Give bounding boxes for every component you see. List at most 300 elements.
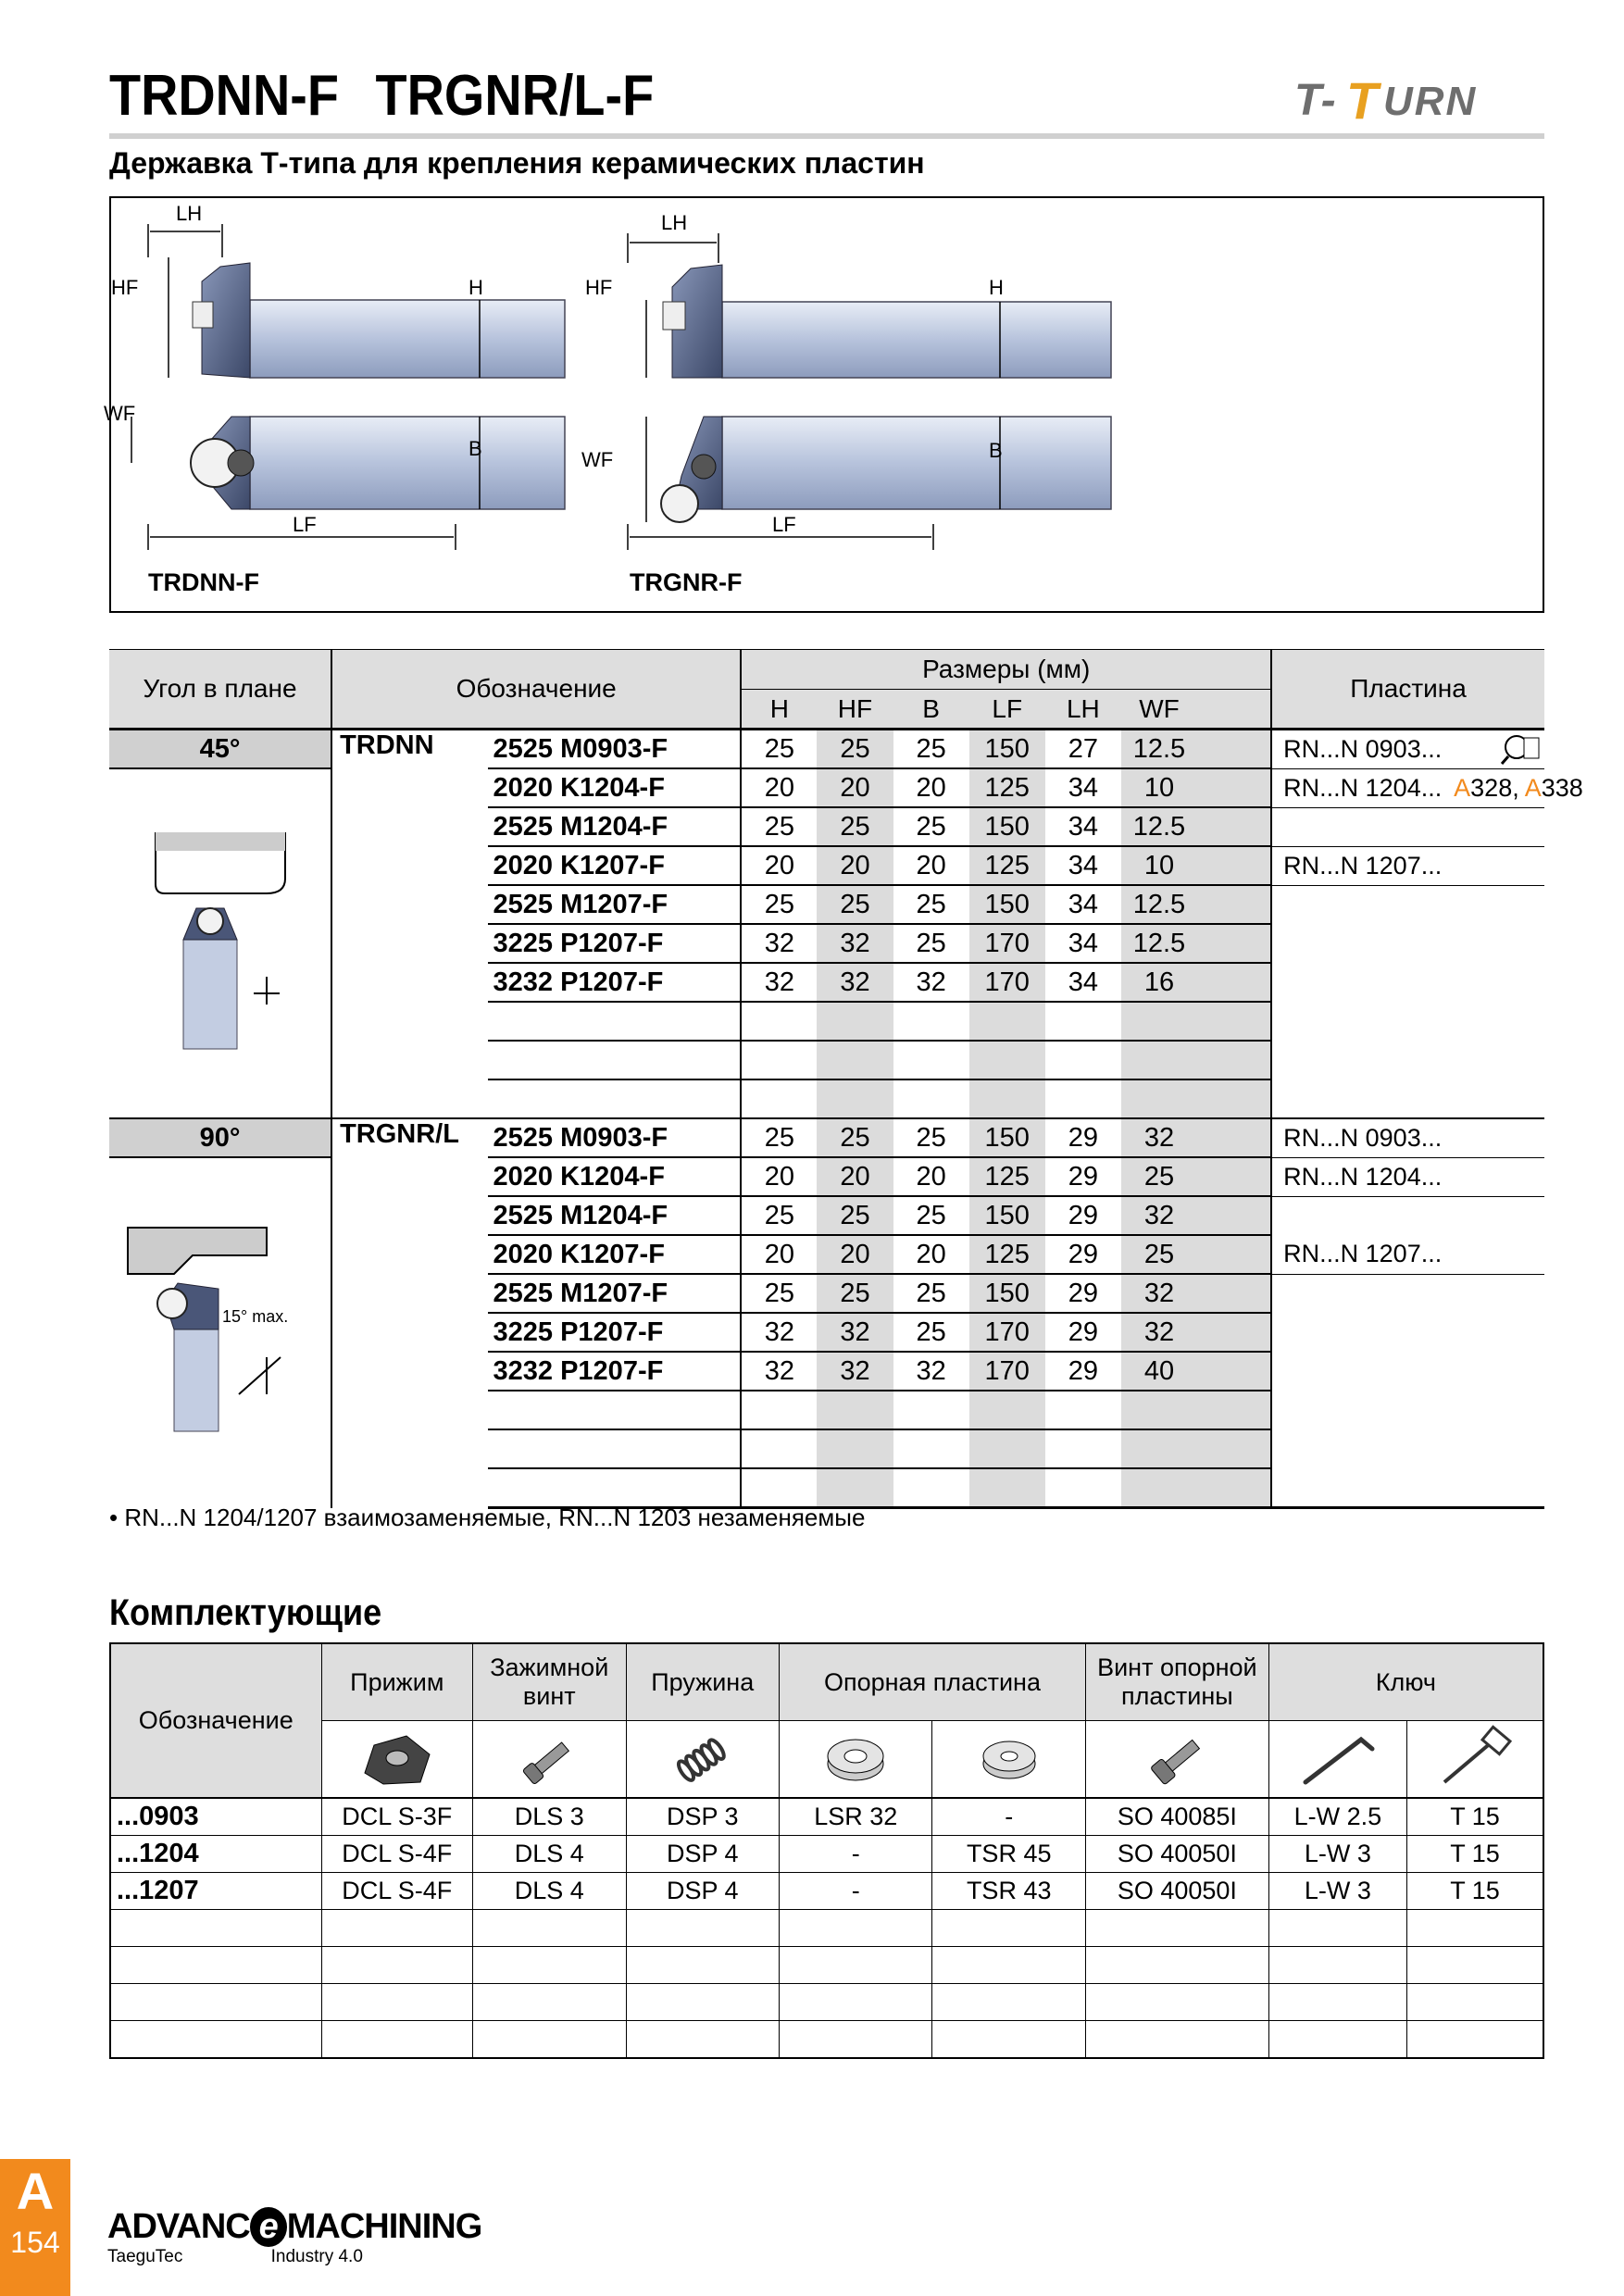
dim-cell (741, 1429, 817, 1468)
dim-cell: 12.5 (1121, 885, 1197, 924)
dim-cell (817, 1391, 893, 1429)
dim-spacer-cell (1197, 1429, 1271, 1468)
dim-cell: 25 (817, 807, 893, 846)
dim-cell: 32 (1121, 1118, 1197, 1157)
insert-label: RN...N 1204... (1283, 773, 1443, 802)
component-cell (932, 1910, 1086, 1947)
header-dimensions: Размеры (мм) (741, 650, 1271, 690)
component-designation (110, 1910, 321, 1947)
dim-spacer-cell (1197, 1352, 1271, 1391)
component-designation: ...1207 (110, 1873, 321, 1910)
dim-cell: 20 (817, 846, 893, 885)
trgnr-caption: TRGNR-F (630, 568, 743, 596)
table-row (109, 730, 1544, 769)
dim-cell: 25 (741, 885, 817, 924)
dim-spacer-cell (1197, 730, 1271, 769)
dim-cell: 20 (893, 768, 969, 807)
component-cell: TSR 45 (932, 1836, 1086, 1873)
code-cell (488, 1391, 742, 1429)
turning-45-diagram-cell (109, 768, 331, 1118)
dim-cell (817, 1041, 893, 1079)
spring-icon (666, 1727, 740, 1791)
dim-cell: 25 (893, 730, 969, 769)
insert-label: RN...N 0903... (1283, 1123, 1443, 1152)
component-cell (321, 1910, 472, 1947)
component-cell: L-W 2.5 (1268, 1798, 1406, 1836)
dim-cell (893, 1429, 969, 1468)
header-dim-b: B (893, 690, 969, 730)
ref-prefix-2: A (1524, 774, 1542, 802)
dim-cell: 20 (741, 1235, 817, 1274)
insert-label: RN...N 1207... (1283, 1240, 1443, 1268)
code-cell: 3232 P1207-F (488, 963, 742, 1002)
dim-cell: 25 (741, 1196, 817, 1235)
dim-cell: 40 (1121, 1352, 1197, 1391)
section-letter: A (16, 2162, 55, 2220)
dim-cell (893, 1079, 969, 1118)
svg-text:URN: URN (1383, 79, 1478, 124)
dim-cell (893, 1468, 969, 1508)
dim-cell: 20 (817, 1235, 893, 1274)
dim-cell: 32 (817, 1313, 893, 1352)
shim-icon-cell (779, 1721, 931, 1799)
component-cell: L-W 3 (1268, 1873, 1406, 1910)
component-cell (932, 1984, 1086, 2021)
dim-cell: 25 (817, 885, 893, 924)
dim-cell: 32 (817, 1352, 893, 1391)
hex-key-icon-cell (1268, 1721, 1406, 1799)
t-turn-logo-graphic (1294, 71, 1544, 130)
dim-cell: 32 (817, 924, 893, 963)
turning-45-diagram (128, 819, 313, 1060)
dim-cell: 150 (969, 1118, 1045, 1157)
b-label-left: B (468, 437, 482, 460)
family-cell: TRGNR/L (340, 1119, 459, 1149)
comp-header-designation: Обозначение (110, 1643, 321, 1798)
spring-icon-cell (626, 1721, 779, 1799)
dim-cell (893, 1391, 969, 1429)
component-cell: SO 40050I (1085, 1873, 1268, 1910)
lh-label-right: LH (661, 211, 688, 234)
dim-cell: 29 (1045, 1157, 1121, 1196)
component-cell (779, 2021, 931, 2059)
code-cell: 2020 K1204-F (488, 768, 742, 807)
insert-cell (1271, 846, 1544, 885)
component-cell (1085, 2021, 1268, 2059)
dim-cell: 150 (969, 730, 1045, 769)
code-cell: 2525 M0903-F (488, 1118, 742, 1157)
dim-cell (1121, 1002, 1197, 1041)
insert-cell (1271, 963, 1544, 1002)
brand-part-e: e (250, 2207, 287, 2247)
dim-cell: 32 (741, 963, 817, 1002)
insert-cell (1271, 1429, 1544, 1468)
clamp-icon (356, 1727, 439, 1791)
page-title (109, 63, 654, 129)
dim-cell: 10 (1121, 846, 1197, 885)
components-table (109, 1642, 1544, 2059)
brand-part-a: ADVANC (107, 2207, 250, 2246)
family-cell: TRDNN (340, 730, 434, 760)
comp-header-shim-screw: Винт опорной пластины (1085, 1643, 1268, 1721)
insert-cell (1271, 1352, 1544, 1391)
header-dim-spacer (1197, 690, 1271, 730)
dim-cell (969, 1468, 1045, 1508)
torx-key-icon (1433, 1727, 1517, 1791)
clamp-icon-cell (321, 1721, 472, 1799)
brand-subline (107, 2247, 481, 2267)
dim-cell: 20 (741, 1157, 817, 1196)
dim-cell: 170 (969, 963, 1045, 1002)
code-cell (488, 1079, 742, 1118)
component-cell: DCL S-4F (321, 1836, 472, 1873)
dim-cell (1121, 1468, 1197, 1508)
dim-cell: 25 (893, 1196, 969, 1235)
table-row (109, 1118, 1544, 1157)
dim-cell: 29 (1045, 1118, 1121, 1157)
component-cell (321, 1947, 472, 1984)
component-cell: DLS 4 (473, 1836, 626, 1873)
dim-cell: 29 (1045, 1313, 1121, 1352)
lf-label-right: LF (772, 513, 796, 536)
component-cell (1407, 2021, 1543, 2059)
comp-header-shim: Опорная пластина (779, 1643, 1085, 1721)
dim-spacer-cell (1197, 846, 1271, 885)
angle-note: 15° max. (221, 1306, 288, 1326)
b-label-right: B (989, 439, 1003, 462)
dim-cell: 25 (817, 1274, 893, 1313)
dim-spacer-cell (1197, 1313, 1271, 1352)
header-dim-hf: HF (817, 690, 893, 730)
ref-sep: , (1512, 774, 1525, 802)
dim-cell: 125 (969, 1235, 1045, 1274)
dim-cell: 34 (1045, 768, 1121, 807)
dim-spacer-cell (1197, 1196, 1271, 1235)
component-designation (110, 1984, 321, 2021)
insert-label: RN...N 0903... (1283, 734, 1443, 763)
dim-cell: 16 (1121, 963, 1197, 1002)
dim-cell: 150 (969, 807, 1045, 846)
component-cell: DSP 4 (626, 1873, 779, 1910)
insert-cell (1271, 924, 1544, 963)
insert-cell (1271, 1468, 1544, 1508)
component-cell: DLS 4 (473, 1873, 626, 1910)
dim-cell: 20 (741, 768, 817, 807)
clamp-screw-icon-cell (473, 1721, 626, 1799)
hex-key-icon (1296, 1727, 1380, 1791)
dim-cell: 29 (1045, 1235, 1121, 1274)
code-cell (488, 1429, 742, 1468)
dim-cell: 32 (817, 963, 893, 1002)
turning-90-diagram-cell (109, 1157, 331, 1508)
brand-right: Industry 4.0 (270, 2247, 363, 2266)
component-cell: - (779, 1873, 931, 1910)
dim-cell: 25 (893, 807, 969, 846)
component-cell (626, 2021, 779, 2059)
component-cell (1268, 1910, 1406, 1947)
dim-cell: 32 (1121, 1196, 1197, 1235)
component-cell (1407, 1984, 1543, 2021)
component-cell (321, 2021, 472, 2059)
component-cell (626, 1910, 779, 1947)
header-dim-lf: LF (969, 690, 1045, 730)
title-left: TRDNN-F (109, 64, 339, 128)
dim-cell: 25 (1121, 1157, 1197, 1196)
dim-cell (1045, 1391, 1121, 1429)
dim-spacer-cell (1197, 1118, 1271, 1157)
dim-cell: 20 (817, 768, 893, 807)
ref-page-2: 338 (1541, 774, 1583, 802)
component-cell (626, 1984, 779, 2021)
dim-cell: 29 (1045, 1196, 1121, 1235)
insert-cell (1271, 1196, 1544, 1235)
header-insert: Пластина (1271, 650, 1544, 730)
dim-cell (741, 1468, 817, 1508)
code-cell (488, 1041, 742, 1079)
dim-cell (893, 1002, 969, 1041)
component-cell (321, 1984, 472, 2021)
page-subtitle: Державка Т-типа для крепления керамических пластин (109, 146, 925, 180)
h-label-right: H (989, 276, 1004, 299)
dim-cell: 25 (741, 730, 817, 769)
dim-cell: 25 (1121, 1235, 1197, 1274)
hf-label-right: HF (585, 276, 613, 299)
component-cell: T 15 (1407, 1873, 1543, 1910)
component-cell (473, 1910, 626, 1947)
dim-cell (969, 1041, 1045, 1079)
dim-cell (969, 1002, 1045, 1041)
dim-cell: 125 (969, 846, 1045, 885)
advance-machining-logo (107, 2207, 481, 2267)
component-cell (779, 1910, 931, 1947)
brand-part-b: MACHINING (286, 2207, 482, 2246)
dim-cell: 12.5 (1121, 807, 1197, 846)
insert-cell (1271, 1002, 1544, 1041)
torx-key-icon-cell (1407, 1721, 1543, 1799)
component-designation (110, 2021, 321, 2059)
shim-icon (818, 1727, 893, 1791)
page-tab (0, 2159, 70, 2296)
dim-cell: 125 (969, 1157, 1045, 1196)
hf-label-left: HF (111, 276, 139, 299)
component-cell (473, 2021, 626, 2059)
insert-cell (1271, 768, 1544, 807)
dim-cell (1045, 1429, 1121, 1468)
dim-cell (1045, 1002, 1121, 1041)
comp-header-clamp: Прижим (321, 1643, 472, 1721)
turning-90-diagram (119, 1218, 322, 1441)
component-cell: DSP 4 (626, 1836, 779, 1873)
insert-cell (1271, 807, 1544, 846)
component-designation: ...1204 (110, 1836, 321, 1873)
dim-cell: 34 (1045, 846, 1121, 885)
table-row (109, 768, 1544, 807)
dim-cell: 25 (893, 885, 969, 924)
dim-cell: 25 (893, 1313, 969, 1352)
code-cell (488, 1468, 742, 1508)
clamp-screw-icon (512, 1727, 586, 1791)
insert-cell (1271, 1118, 1544, 1157)
dim-cell: 25 (893, 924, 969, 963)
insert-cell (1271, 1391, 1544, 1429)
dim-cell: 150 (969, 1274, 1045, 1313)
dim-cell: 32 (1121, 1313, 1197, 1352)
insert-cell (1271, 1235, 1544, 1274)
dim-spacer-cell (1197, 768, 1271, 807)
dim-spacer-cell (1197, 807, 1271, 846)
dim-cell (817, 1468, 893, 1508)
component-cell (1407, 1947, 1543, 1984)
table-row (110, 1910, 1543, 1947)
comp-header-clamp-screw: Зажимной винт (473, 1643, 626, 1721)
lf-label-left: LF (293, 513, 317, 536)
dim-spacer-cell (1197, 1391, 1271, 1429)
dim-cell: 150 (969, 1196, 1045, 1235)
component-cell (1085, 1984, 1268, 2021)
angle-cell: 45° (109, 730, 331, 769)
wf-label-left: WF (104, 402, 136, 425)
dim-cell: 32 (893, 1352, 969, 1391)
component-cell: DCL S-4F (321, 1873, 472, 1910)
component-cell (473, 1984, 626, 2021)
header-dim-wf: WF (1121, 690, 1197, 730)
component-cell (932, 2021, 1086, 2059)
angle-cell: 90° (109, 1118, 331, 1157)
dim-cell: 25 (817, 730, 893, 769)
dim-cell: 20 (893, 1157, 969, 1196)
code-cell: 2525 M0903-F (488, 730, 742, 769)
dim-spacer-cell (1197, 1041, 1271, 1079)
comp-header-key: Ключ (1268, 1643, 1543, 1721)
dim-cell: 25 (741, 1274, 817, 1313)
code-cell: 2525 M1204-F (488, 807, 742, 846)
dim-cell (741, 1079, 817, 1118)
dim-cell: 32 (741, 1352, 817, 1391)
lh-label-left: LH (176, 202, 203, 225)
code-cell: 2020 K1207-F (488, 846, 742, 885)
component-cell: T 15 (1407, 1798, 1543, 1836)
component-cell (779, 1984, 931, 2021)
dim-cell (817, 1002, 893, 1041)
table-row (110, 1984, 1543, 2021)
comp-header-spring: Пружина (626, 1643, 779, 1721)
holder-table-body (109, 730, 1583, 1508)
dim-cell (741, 1041, 817, 1079)
dim-spacer-cell (1197, 963, 1271, 1002)
dim-cell: 150 (969, 885, 1045, 924)
component-cell (1268, 1984, 1406, 2021)
component-cell (1268, 2021, 1406, 2059)
dim-spacer-cell (1197, 1468, 1271, 1508)
dim-spacer-cell (1197, 1079, 1271, 1118)
component-cell (1085, 1910, 1268, 1947)
header-dim-lh: LH (1045, 690, 1121, 730)
insert-label: RN...N 1204... (1283, 1162, 1443, 1191)
insert-cell (1271, 1079, 1544, 1118)
component-designation (110, 1947, 321, 1984)
interchangeability-note: • RN...N 1204/1207 взаимозаменяемые, RN...N 1203 незаменяемые (109, 1504, 866, 1531)
trgnr-side-view (663, 265, 1111, 378)
dim-cell: 10 (1121, 768, 1197, 807)
holder-table (109, 650, 1583, 1509)
dim-cell: 12.5 (1121, 730, 1197, 769)
component-cell (932, 1947, 1086, 1984)
dim-cell: 25 (741, 1118, 817, 1157)
trgnr-top-view (661, 417, 1111, 522)
svg-text:T-: T- (1294, 76, 1338, 125)
dim-cell (1045, 1468, 1121, 1508)
dim-cell: 34 (1045, 963, 1121, 1002)
dim-cell: 34 (1045, 885, 1121, 924)
title-right: TRGNR/L-F (375, 64, 655, 128)
dim-spacer-cell (1197, 924, 1271, 963)
header-designation: Обозначение (331, 650, 741, 730)
component-cell: - (932, 1798, 1086, 1836)
brand-left: TaeguTec (107, 2247, 183, 2266)
shim-alt-icon-cell (932, 1721, 1086, 1799)
dim-cell: 29 (1045, 1352, 1121, 1391)
component-cell (1085, 1947, 1268, 1984)
dim-cell (1121, 1079, 1197, 1118)
table-row (110, 1798, 1543, 1836)
code-cell: 2525 M1207-F (488, 1274, 742, 1313)
tool-drawings (104, 198, 1543, 611)
drawings-box (104, 196, 1544, 613)
dim-cell: 32 (741, 1313, 817, 1352)
component-cell: SO 40050I (1085, 1836, 1268, 1873)
component-cell: LSR 32 (779, 1798, 931, 1836)
dim-cell: 34 (1045, 807, 1121, 846)
wf-label-right: WF (581, 448, 614, 471)
code-cell: 3225 P1207-F (488, 924, 742, 963)
shim-screw-icon-cell (1085, 1721, 1268, 1799)
component-designation: ...0903 (110, 1798, 321, 1836)
dim-spacer-cell (1197, 885, 1271, 924)
component-cell (626, 1947, 779, 1984)
brand-wordmark (107, 2207, 481, 2247)
insert-cell (1271, 1313, 1544, 1352)
svg-text:T: T (1346, 71, 1380, 130)
dim-cell (1121, 1429, 1197, 1468)
table-row (109, 1157, 1544, 1196)
component-cell: SO 40085I (1085, 1798, 1268, 1836)
dim-cell: 12.5 (1121, 924, 1197, 963)
dim-cell (1045, 1079, 1121, 1118)
header-dim-h: H (741, 690, 817, 730)
table-row (110, 1873, 1543, 1910)
dim-cell (741, 1391, 817, 1429)
trdnn-side-view (193, 263, 565, 378)
dim-cell: 25 (893, 1118, 969, 1157)
dim-cell: 29 (1045, 1274, 1121, 1313)
dim-cell (969, 1391, 1045, 1429)
dim-cell: 170 (969, 1313, 1045, 1352)
code-cell (488, 1002, 742, 1041)
dim-spacer-cell (1197, 1157, 1271, 1196)
dim-cell: 32 (893, 963, 969, 1002)
dim-cell (1121, 1041, 1197, 1079)
dim-cell (741, 1002, 817, 1041)
components-table-body (110, 1798, 1543, 2058)
dim-spacer-cell (1197, 1274, 1271, 1313)
dim-spacer-cell (1197, 1235, 1271, 1274)
insert-cell (1271, 1274, 1544, 1313)
dim-cell: 170 (969, 924, 1045, 963)
code-cell: 2020 K1207-F (488, 1235, 742, 1274)
dim-cell (969, 1079, 1045, 1118)
shim-alt-icon (972, 1727, 1046, 1791)
dim-cell: 25 (893, 1274, 969, 1313)
